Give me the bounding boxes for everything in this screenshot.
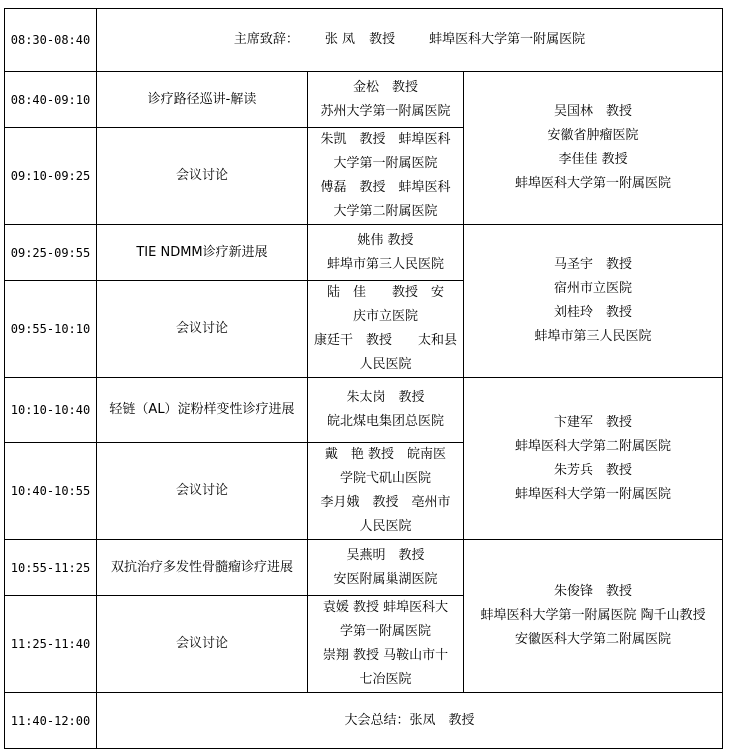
chair-line: 朱芳兵 教授 xyxy=(554,462,633,478)
opening-role: 主席致辞： xyxy=(233,32,299,47)
speaker-line: 人民医院 xyxy=(359,519,412,534)
speaker-line: 庆市立医院 xyxy=(352,309,418,324)
speaker-line: 吴燕明 教授 xyxy=(346,547,425,563)
time-cell: 11:25-11:40 xyxy=(5,596,97,693)
topic-cell: 诊疗路径巡讲-解读 xyxy=(97,72,308,128)
speaker-cell xyxy=(308,72,464,128)
speaker-line: 苏州大学第一附属医院 xyxy=(320,103,451,119)
chair-line: 安徽省肿瘤医院 xyxy=(547,128,639,143)
speaker-cell xyxy=(308,443,464,540)
speaker-line: 傅磊 教授 蚌埠医科 xyxy=(320,180,451,195)
chair-cell xyxy=(464,72,723,225)
speaker-line: 大学第二附属医院 xyxy=(333,204,438,219)
speaker-cell xyxy=(308,281,464,378)
chair-line: 宿州市立医院 xyxy=(554,281,633,296)
time-cell: 10:55-11:25 xyxy=(5,540,97,596)
table-row xyxy=(5,72,723,128)
chair-cell xyxy=(464,378,723,540)
speaker-cell xyxy=(308,540,464,596)
speaker-line: 学院弋矶山医院 xyxy=(339,471,431,486)
speaker-line: 朱太岗 教授 xyxy=(346,390,425,405)
speaker-line: 学第一附属医院 xyxy=(339,624,431,639)
chair-line: 蚌埠医科大学第一附属医院 xyxy=(515,176,672,191)
opening-title: 教授 xyxy=(369,32,396,47)
topic-cell: 会议讨论 xyxy=(97,128,308,225)
speaker-line: 金松 教授 xyxy=(352,79,418,95)
speaker-line: 崇翔 教授 马鞍山市十 xyxy=(322,648,449,663)
opening-cell xyxy=(97,9,723,72)
topic-cell: 会议讨论 xyxy=(97,443,308,540)
speaker-line: 姚伟 教授 xyxy=(357,232,414,248)
time-cell: 08:30-08:40 xyxy=(5,9,97,72)
chair-line: 卞建军 教授 xyxy=(554,414,633,430)
closing-cell: 大会总结：张凤 教授 xyxy=(97,693,723,749)
chair-line: 朱俊锋 教授 xyxy=(554,584,633,599)
chair-cell xyxy=(464,225,723,378)
speaker-line: 戴 艳 教授 皖南医 xyxy=(324,447,447,462)
chair-line: 刘桂玲 教授 xyxy=(554,305,633,320)
chair-line: 蚌埠医科大学第一附属医院 陶千山教授 xyxy=(480,608,706,623)
topic-cell: 轻链（AL）淀粉样变性诊疗进展 xyxy=(97,378,308,443)
time-cell: 09:55-10:10 xyxy=(5,281,97,378)
table-row xyxy=(5,225,723,281)
chair-line: 李佳佳 教授 xyxy=(558,152,628,167)
table-row xyxy=(5,540,723,596)
chair-line: 蚌埠市第三人民医院 xyxy=(534,329,652,344)
chair-line: 安徽医科大学第二附属医院 xyxy=(515,632,672,647)
chair-line: 蚌埠医科大学第二附属医院 xyxy=(515,438,672,454)
speaker-line: 李月娥 教授 亳州市 xyxy=(320,495,451,510)
topic-cell: 会议讨论 xyxy=(97,596,308,693)
speaker-cell xyxy=(308,596,464,693)
time-cell: 09:25-09:55 xyxy=(5,225,97,281)
speaker-line: 康廷干 教授 太和县 xyxy=(313,333,457,348)
speaker-cell xyxy=(308,225,464,281)
speaker-line: 人民医院 xyxy=(359,357,412,372)
speaker-line: 袁媛 教授 蚌埠医科大 xyxy=(322,600,449,615)
speaker-line: 陆 佳 教授 安 xyxy=(326,285,444,300)
speaker-line: 大学第一附属医院 xyxy=(333,156,438,171)
chair-line: 吴国林 教授 xyxy=(554,104,633,119)
chair-cell xyxy=(464,540,723,693)
time-cell: 10:10-10:40 xyxy=(5,378,97,443)
topic-cell: TIE NDMM诊疗新进展 xyxy=(97,225,308,281)
table-row xyxy=(5,9,723,72)
speaker-line: 安医附属巢湖医院 xyxy=(333,571,438,587)
speaker-line: 朱凯 教授 蚌埠医科 xyxy=(320,132,451,147)
chair-line: 马圣宇 教授 xyxy=(554,257,633,272)
speaker-cell xyxy=(308,128,464,225)
speaker-line: 皖北煤电集团总医院 xyxy=(326,414,444,429)
table-row xyxy=(5,378,723,443)
topic-cell: 会议讨论 xyxy=(97,281,308,378)
time-cell: 08:40-09:10 xyxy=(5,72,97,128)
topic-cell: 双抗治疗多发性骨髓瘤诊疗进展 xyxy=(97,540,308,596)
time-cell: 11:40-12:00 xyxy=(5,693,97,749)
speaker-line: 七冶医院 xyxy=(359,672,412,687)
speaker-cell xyxy=(308,378,464,443)
time-cell: 10:40-10:55 xyxy=(5,443,97,540)
chair-line: 蚌埠医科大学第一附属医院 xyxy=(515,486,672,502)
opening-name: 张 凤 xyxy=(324,32,356,47)
time-cell: 09:10-09:25 xyxy=(5,128,97,225)
table-row xyxy=(5,693,723,749)
opening-hospital: 蚌埠医科大学第一附属医院 xyxy=(429,32,586,47)
schedule-table xyxy=(4,8,723,749)
speaker-line: 蚌埠市第三人民医院 xyxy=(326,256,444,272)
